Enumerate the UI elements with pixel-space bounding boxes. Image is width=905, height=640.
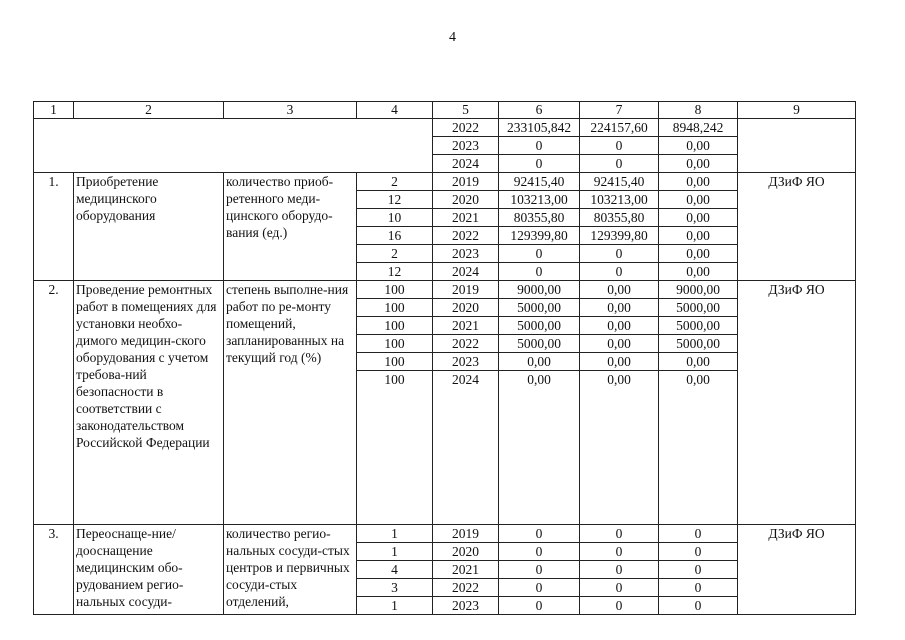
value-cell: 5000,00 bbox=[659, 299, 738, 317]
value-cell: 0,00 bbox=[659, 353, 738, 371]
value-cell: 0,00 bbox=[659, 137, 738, 155]
target-value: 100 bbox=[357, 371, 433, 525]
value-cell: 0,00 bbox=[659, 173, 738, 191]
value-cell: 0,00 bbox=[659, 371, 738, 525]
executor: ДЗиФ ЯО bbox=[738, 525, 856, 615]
column-header: 7 bbox=[580, 102, 659, 119]
table-row bbox=[34, 281, 856, 299]
value-cell: 9000,00 bbox=[659, 281, 738, 299]
carry-row bbox=[34, 119, 856, 137]
table-row bbox=[34, 173, 856, 191]
year-cell: 2021 bbox=[433, 561, 499, 579]
table-row bbox=[34, 525, 856, 543]
value-cell: 0 bbox=[499, 263, 580, 281]
target-value: 100 bbox=[357, 299, 433, 317]
item-indicator: степень выполне-ния работ по ре-монту помещений, запланированных на текущий год (%) bbox=[224, 281, 357, 525]
value-cell: 80355,80 bbox=[580, 209, 659, 227]
value-cell: 5000,00 bbox=[499, 317, 580, 335]
value-cell: 0,00 bbox=[580, 281, 659, 299]
year-cell: 2021 bbox=[433, 209, 499, 227]
value-cell: 0 bbox=[580, 579, 659, 597]
column-header: 4 bbox=[357, 102, 433, 119]
item-number: 3. bbox=[34, 525, 74, 615]
column-header: 5 bbox=[433, 102, 499, 119]
value-cell: 0,00 bbox=[580, 335, 659, 353]
item-name: Переоснаще-ние/дооснащение медицинским обо-рудованием регио-нальных сосуди- bbox=[74, 525, 224, 615]
value-cell: 0 bbox=[580, 137, 659, 155]
value-cell: 103213,00 bbox=[580, 191, 659, 209]
year-cell: 2020 bbox=[433, 543, 499, 561]
value-cell: 129399,80 bbox=[499, 227, 580, 245]
target-value: 12 bbox=[357, 191, 433, 209]
value-cell: 9000,00 bbox=[499, 281, 580, 299]
value-cell: 0,00 bbox=[580, 317, 659, 335]
item-indicator: количество регио-нальных сосуди-стых центров и первичных сосуди-стых отделений, bbox=[224, 525, 357, 615]
value-cell: 0 bbox=[499, 597, 580, 615]
value-cell: 0 bbox=[580, 597, 659, 615]
year-cell: 2019 bbox=[433, 173, 499, 191]
target-value: 100 bbox=[357, 353, 433, 371]
year-cell: 2024 bbox=[433, 263, 499, 281]
carry-blank bbox=[34, 119, 433, 173]
year-cell: 2024 bbox=[433, 155, 499, 173]
column-header: 2 bbox=[74, 102, 224, 119]
value-cell: 0,00 bbox=[659, 209, 738, 227]
value-cell: 224157,60 bbox=[580, 119, 659, 137]
value-cell: 129399,80 bbox=[580, 227, 659, 245]
table-body bbox=[34, 102, 856, 615]
value-cell: 0,00 bbox=[499, 353, 580, 371]
target-value: 1 bbox=[357, 525, 433, 543]
target-value: 4 bbox=[357, 561, 433, 579]
value-cell: 0 bbox=[499, 579, 580, 597]
value-cell: 5000,00 bbox=[499, 299, 580, 317]
value-cell: 0 bbox=[659, 579, 738, 597]
carry-blank-exec bbox=[738, 119, 856, 173]
value-cell: 233105,842 bbox=[499, 119, 580, 137]
page-number: 4 bbox=[449, 30, 456, 45]
value-cell: 0 bbox=[659, 543, 738, 561]
year-cell: 2022 bbox=[433, 227, 499, 245]
year-cell: 2022 bbox=[433, 579, 499, 597]
target-value: 100 bbox=[357, 335, 433, 353]
column-header: 3 bbox=[224, 102, 357, 119]
year-cell: 2022 bbox=[433, 335, 499, 353]
item-name: Приобретение медицинского оборудования bbox=[74, 173, 224, 281]
column-header: 9 bbox=[738, 102, 856, 119]
item-number: 2. bbox=[34, 281, 74, 525]
column-header: 8 bbox=[659, 102, 738, 119]
value-cell: 0 bbox=[499, 561, 580, 579]
value-cell: 0 bbox=[580, 155, 659, 173]
target-value: 1 bbox=[357, 543, 433, 561]
item-indicator: количество приоб-ретенного меди-цинского оборудо-вания (ед.) bbox=[224, 173, 357, 281]
value-cell: 0 bbox=[499, 155, 580, 173]
year-cell: 2023 bbox=[433, 245, 499, 263]
year-cell: 2024 bbox=[433, 371, 499, 525]
year-cell: 2020 bbox=[433, 299, 499, 317]
value-cell: 0,00 bbox=[659, 191, 738, 209]
target-value: 100 bbox=[357, 281, 433, 299]
executor: ДЗиФ ЯО bbox=[738, 281, 856, 525]
item-name: Проведение ремонтных работ в помещениях для установки необхо-димого медицин-ского оборудования с учетом требова-ний безопасности в соответствии с законодательством Российской Федерации bbox=[74, 281, 224, 525]
target-value: 12 bbox=[357, 263, 433, 281]
value-cell: 0 bbox=[499, 543, 580, 561]
year-cell: 2019 bbox=[433, 525, 499, 543]
target-value: 3 bbox=[357, 579, 433, 597]
column-header: 6 bbox=[499, 102, 580, 119]
value-cell: 0,00 bbox=[580, 299, 659, 317]
value-cell: 0 bbox=[580, 543, 659, 561]
program-table bbox=[33, 101, 856, 615]
target-value: 1 bbox=[357, 597, 433, 615]
value-cell: 0 bbox=[659, 525, 738, 543]
value-cell: 0,00 bbox=[499, 371, 580, 525]
value-cell: 0 bbox=[499, 137, 580, 155]
value-cell: 0,00 bbox=[580, 371, 659, 525]
value-cell: 0,00 bbox=[659, 245, 738, 263]
value-cell: 80355,80 bbox=[499, 209, 580, 227]
value-cell: 0 bbox=[499, 245, 580, 263]
value-cell: 0 bbox=[580, 245, 659, 263]
target-value: 2 bbox=[357, 245, 433, 263]
target-value: 2 bbox=[357, 173, 433, 191]
year-cell: 2023 bbox=[433, 353, 499, 371]
target-value: 16 bbox=[357, 227, 433, 245]
value-cell: 0 bbox=[499, 525, 580, 543]
value-cell: 5000,00 bbox=[499, 335, 580, 353]
year-cell: 2022 bbox=[433, 119, 499, 137]
value-cell: 0,00 bbox=[659, 227, 738, 245]
column-header: 1 bbox=[34, 102, 74, 119]
value-cell: 0 bbox=[580, 561, 659, 579]
executor: ДЗиФ ЯО bbox=[738, 173, 856, 281]
value-cell: 8948,242 bbox=[659, 119, 738, 137]
year-cell: 2019 bbox=[433, 281, 499, 299]
value-cell: 103213,00 bbox=[499, 191, 580, 209]
value-cell: 92415,40 bbox=[580, 173, 659, 191]
target-value: 100 bbox=[357, 317, 433, 335]
value-cell: 0,00 bbox=[580, 353, 659, 371]
year-cell: 2020 bbox=[433, 191, 499, 209]
value-cell: 0 bbox=[580, 525, 659, 543]
value-cell: 5000,00 bbox=[659, 317, 738, 335]
year-cell: 2023 bbox=[433, 137, 499, 155]
year-cell: 2021 bbox=[433, 317, 499, 335]
value-cell: 5000,00 bbox=[659, 335, 738, 353]
target-value: 10 bbox=[357, 209, 433, 227]
value-cell: 0,00 bbox=[659, 155, 738, 173]
header-row bbox=[34, 102, 856, 119]
value-cell: 0 bbox=[580, 263, 659, 281]
item-number: 1. bbox=[34, 173, 74, 281]
value-cell: 0 bbox=[659, 597, 738, 615]
value-cell: 0,00 bbox=[659, 263, 738, 281]
value-cell: 0 bbox=[659, 561, 738, 579]
year-cell: 2023 bbox=[433, 597, 499, 615]
value-cell: 92415,40 bbox=[499, 173, 580, 191]
